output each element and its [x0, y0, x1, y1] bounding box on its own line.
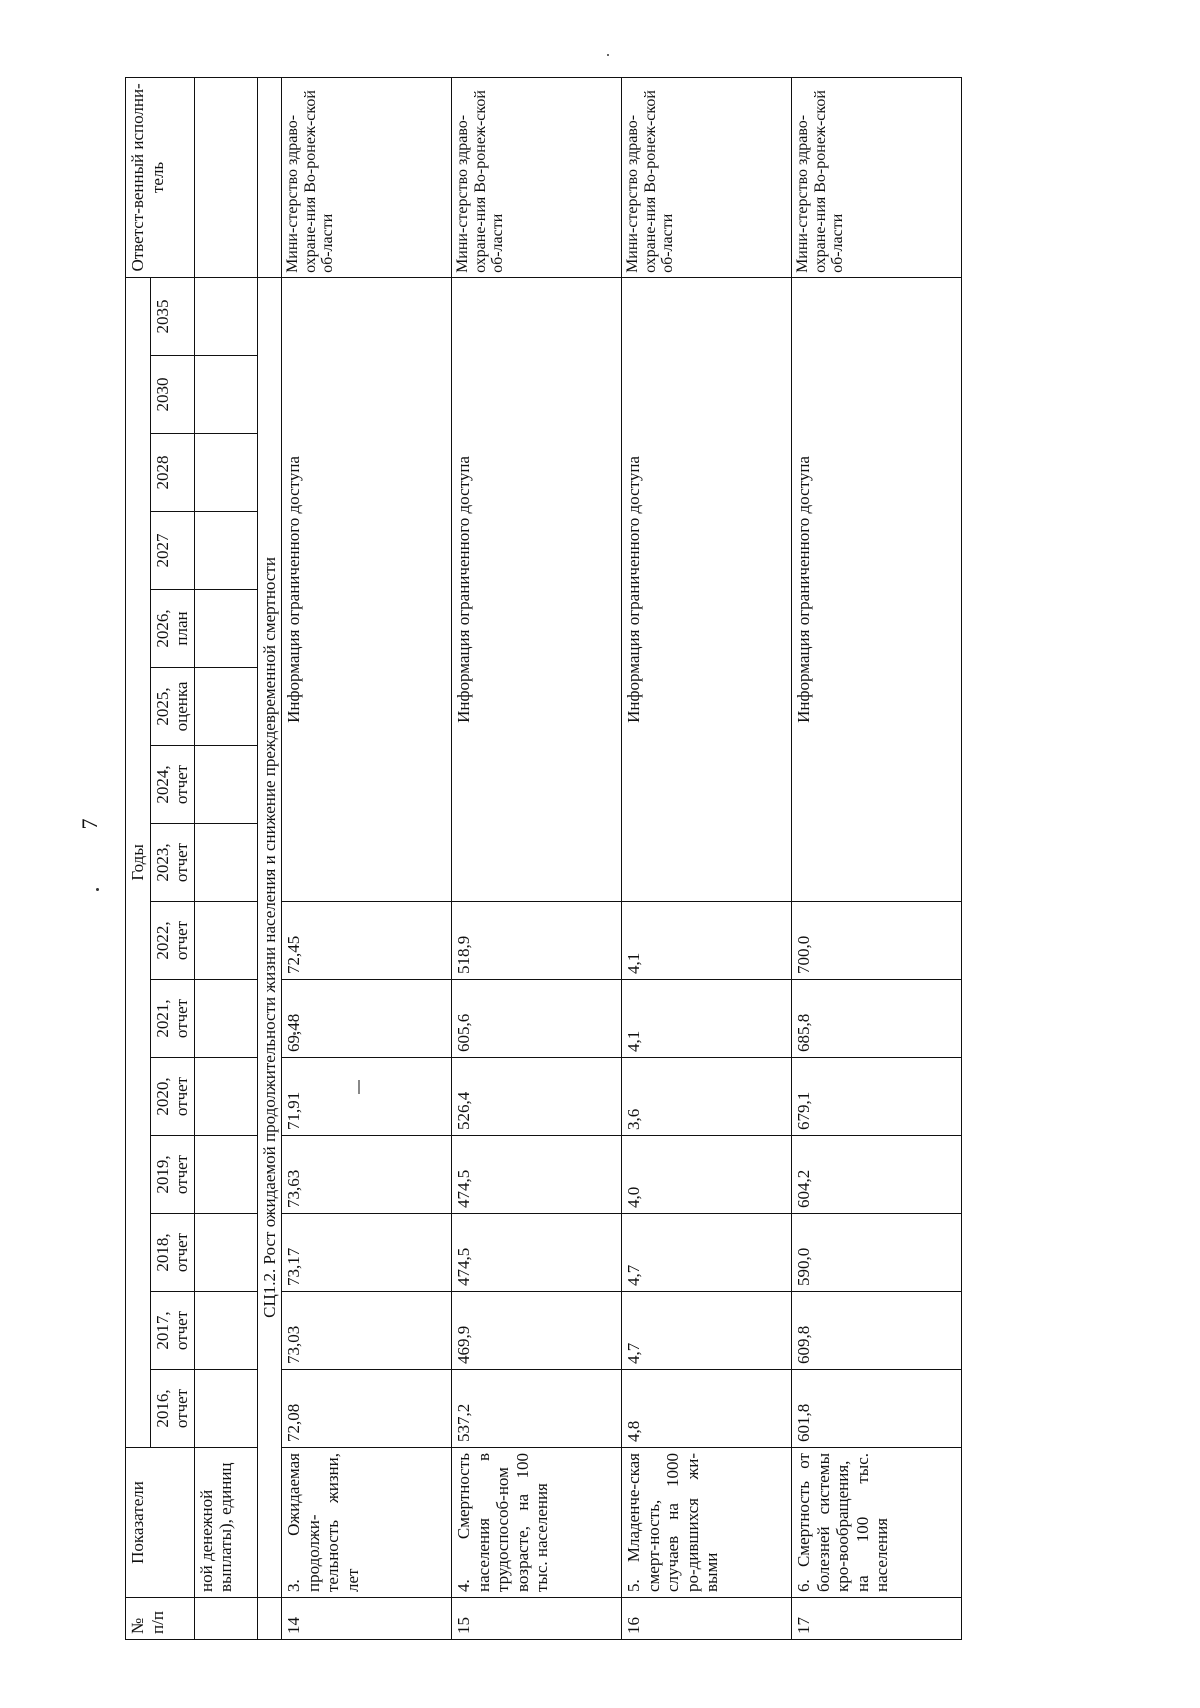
row-restricted: Информация ограниченного доступа	[452, 277, 622, 901]
row-value: 604,2	[792, 1136, 962, 1214]
row-value: 469,9	[452, 1292, 622, 1370]
row-value: 4,1	[622, 980, 792, 1058]
row-num: 17	[792, 1598, 962, 1640]
row-value: 601,8	[792, 1370, 962, 1448]
row-value: 4,7	[622, 1292, 792, 1370]
row-num: 16	[622, 1598, 792, 1640]
header-year: 2022, отчет	[150, 902, 194, 980]
row-indicator: 5. Младенче-ская смерт-ность, случаев на 1000 ро-дившихся жи-выми	[622, 1448, 792, 1598]
header-year: 2016, отчет	[150, 1370, 194, 1448]
row-value: 4,7	[622, 1214, 792, 1292]
row-responsible: Мини-стерство здраво-охране-ния Во-ронеж-ской об-ласти	[282, 77, 452, 277]
row-indicator: 6. Смертность от болезней системы кро-вообращения, на 100 тыс. населения	[792, 1448, 962, 1598]
row-value: 526,4	[452, 1058, 622, 1136]
row-num: 15	[452, 1598, 622, 1640]
indicator-table	[125, 77, 962, 1640]
table-row	[282, 77, 452, 1639]
row-value: 4,0	[622, 1136, 792, 1214]
table-row	[622, 77, 792, 1639]
header-year: 2030	[150, 356, 194, 434]
header-year: 2027	[150, 512, 194, 590]
header-year: 2035	[150, 277, 194, 355]
row-value: 700,0	[792, 902, 962, 980]
row-value: 685,8	[792, 980, 962, 1058]
continuation-indicator: ной денежной выплаты), единиц	[194, 1448, 257, 1598]
header-responsible: Ответст-венный исполни-тель	[126, 77, 195, 277]
row-responsible: Мини-стерство здраво-охране-ния Во-ронеж-ской об-ласти	[622, 77, 792, 277]
row-value: 72,08	[282, 1370, 452, 1448]
row-value: 474,5	[452, 1136, 622, 1214]
continuation-row	[194, 77, 257, 1639]
section-title: СЦ1.2. Рост ожидаемой продолжительности жизни населения и снижение преждевременной смертности	[257, 277, 282, 1597]
row-value: 72,45	[282, 902, 452, 980]
header-indicator: Показатели	[126, 1448, 195, 1598]
header-year: 2018, отчет	[150, 1214, 194, 1292]
row-value: 590,0	[792, 1214, 962, 1292]
row-value: 3,6	[622, 1058, 792, 1136]
row-value: 73,03	[282, 1292, 452, 1370]
row-value: 4,1	[622, 902, 792, 980]
row-value: 679,1	[792, 1058, 962, 1136]
row-restricted: Информация ограниченного доступа	[622, 277, 792, 901]
header-year: 2028	[150, 434, 194, 512]
row-indicator: 4. Смертность населения в трудоспособ-ном возрасте, на 100 тыс. населения	[452, 1448, 622, 1598]
header-year: 2020, отчет	[150, 1058, 194, 1136]
indicator-table-rotated	[125, 78, 1015, 1640]
header-num: № п/п	[126, 1598, 195, 1640]
row-responsible: Мини-стерство здраво-охране-ния Во-ронеж-ской об-ласти	[452, 77, 622, 277]
row-value: 69,48	[282, 980, 452, 1058]
row-restricted: Информация ограниченного доступа	[792, 277, 962, 901]
header-year: 2021, отчет	[150, 980, 194, 1058]
table-row	[452, 77, 622, 1639]
row-value: 73,63	[282, 1136, 452, 1214]
page-number: 7	[77, 818, 102, 830]
row-value: 4,8	[622, 1370, 792, 1448]
row-value: 71,91	[282, 1058, 452, 1136]
header-year: 2023, отчет	[150, 824, 194, 902]
row-restricted: Информация ограниченного доступа	[282, 277, 452, 901]
scan-speck	[607, 54, 609, 56]
row-responsible: Мини-стерство здраво-охране-ния Во-ронеж-ской об-ласти	[792, 77, 962, 277]
header-year: 2025, оценка	[150, 668, 194, 746]
row-num: 14	[282, 1598, 452, 1640]
table-row	[792, 77, 962, 1639]
section-row	[257, 77, 282, 1639]
row-value: 609,8	[792, 1292, 962, 1370]
header-years: Годы	[126, 277, 151, 1447]
row-value: 605,6	[452, 980, 622, 1058]
row-value: 73,17	[282, 1214, 452, 1292]
header-year: 2017, отчет	[150, 1292, 194, 1370]
row-value: 518,9	[452, 902, 622, 980]
row-indicator: 3. Ожидаемая продолжи-тельность жизни, лет	[282, 1448, 452, 1598]
header-year: 2026, план	[150, 590, 194, 668]
header-year: 2024, отчет	[150, 746, 194, 824]
row-value: 537,2	[452, 1370, 622, 1448]
scan-speck	[96, 888, 99, 891]
row-value: 474,5	[452, 1214, 622, 1292]
header-year: 2019, отчет	[150, 1136, 194, 1214]
